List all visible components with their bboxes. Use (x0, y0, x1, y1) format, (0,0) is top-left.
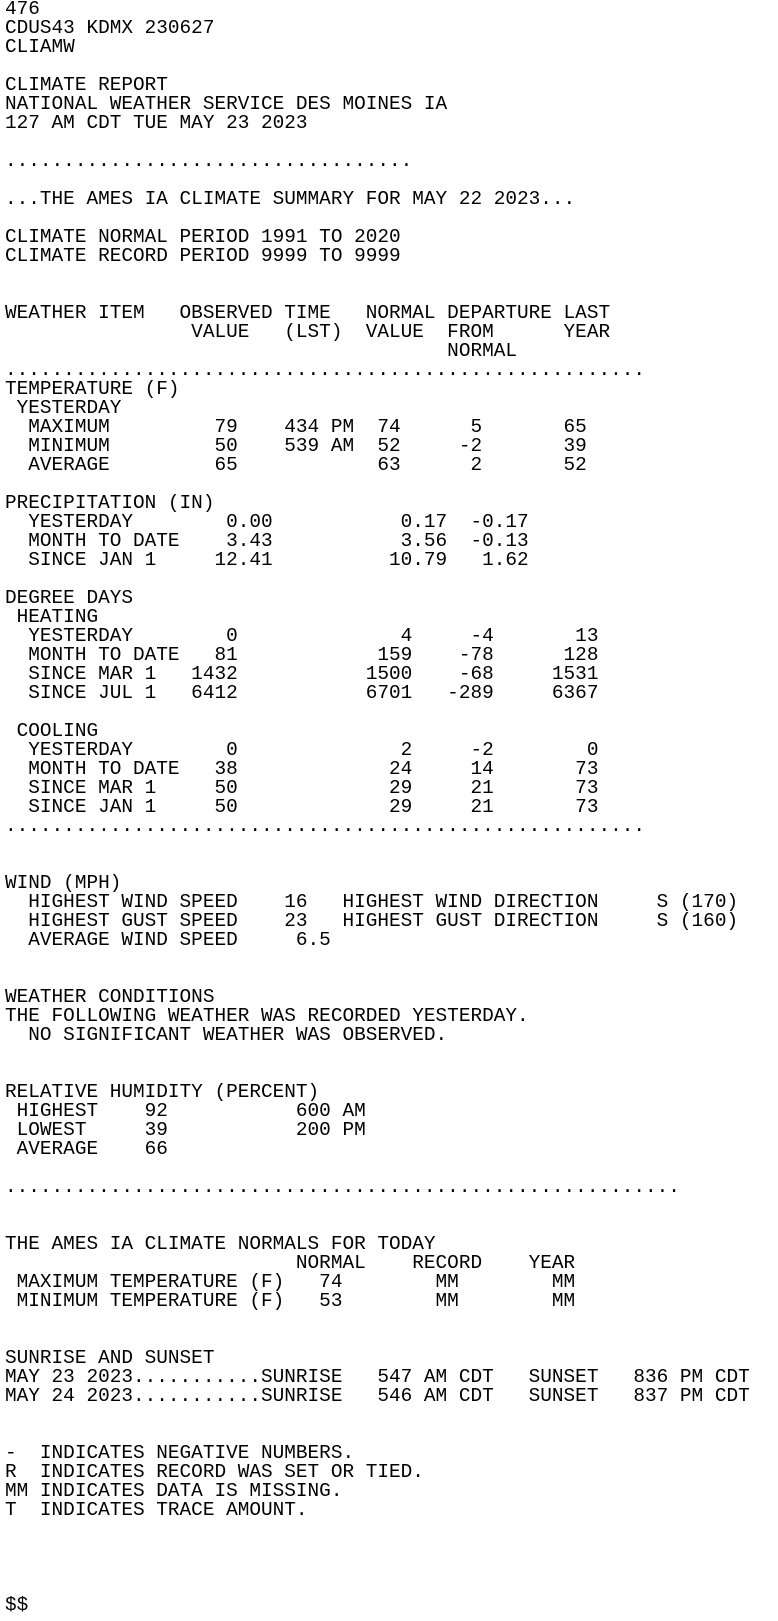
report-line (5, 836, 778, 855)
report-line: YESTERDAY 0.00 0.17 -0.17 (5, 511, 529, 533)
report-line (5, 1045, 778, 1064)
report-line: - INDICATES NEGATIVE NUMBERS. (5, 1442, 355, 1464)
report-line: ................................... (5, 150, 413, 172)
report-line: MONTH TO DATE 3.43 3.56 -0.13 (5, 530, 529, 552)
report-line: ...THE AMES IA CLIMATE SUMMARY FOR MAY 22 2023... (5, 188, 576, 210)
report-line: LOWEST 39 200 PM (5, 1119, 366, 1141)
report-line: MAY 23 2023...........SUNRISE 547 AM CDT SUNSET 836 PM CDT (5, 1366, 750, 1388)
report-line (5, 950, 778, 969)
report-line: DEGREE DAYS (5, 587, 133, 609)
report-line: CLIMATE NORMAL PERIOD 1991 TO 2020 (5, 226, 401, 248)
report-line: NATIONAL WEATHER SERVICE DES MOINES IA (5, 93, 448, 115)
report-line (5, 266, 778, 285)
report-line: AVERAGE 65 63 2 52 (5, 454, 587, 476)
report-line: HIGHEST WIND SPEED 16 HIGHEST WIND DIRECTION S (170) (5, 891, 739, 913)
report-line: YESTERDAY (5, 397, 122, 419)
report-line: CDUS43 KDMX 230627 (5, 17, 215, 39)
report-line: NORMAL RECORD YEAR (5, 1252, 576, 1274)
report-line: HEATING (5, 606, 99, 628)
report-line: SINCE JAN 1 12.41 10.79 1.62 (5, 549, 529, 571)
report-line: ....................................................... (5, 359, 645, 381)
report-line: MINIMUM 50 539 AM 52 -2 39 (5, 435, 587, 457)
report-line: WIND (MPH) (5, 872, 122, 894)
report-line: WEATHER ITEM OBSERVED TIME NORMAL DEPARTURE LAST (5, 302, 611, 324)
report-line: PRECIPITATION (IN) (5, 492, 215, 514)
report-line: SUNRISE AND SUNSET (5, 1347, 215, 1369)
report-line (5, 703, 778, 722)
report-line (5, 1539, 778, 1558)
report-line: CLIMATE RECORD PERIOD 9999 TO 9999 (5, 245, 401, 267)
report-line: VALUE (LST) VALUE FROM YEAR (5, 321, 611, 343)
report-line: MM INDICATES DATA IS MISSING. (5, 1480, 343, 1502)
report-line: COOLING (5, 720, 99, 742)
report-line: R INDICATES RECORD WAS SET OR TIED. (5, 1461, 424, 1483)
report-line: MONTH TO DATE 38 24 14 73 (5, 758, 599, 780)
report-line: WEATHER CONDITIONS (5, 986, 215, 1008)
report-line: CLIMATE REPORT (5, 74, 168, 96)
report-line: SINCE MAR 1 1432 1500 -68 1531 (5, 663, 599, 685)
report-line: .......................................................... (5, 1176, 680, 1198)
report-line: YESTERDAY 0 4 -4 13 (5, 625, 599, 647)
report-line: CLIAMW (5, 36, 75, 58)
report-line: 476 (5, 0, 40, 20)
report-line: TEMPERATURE (F) (5, 378, 180, 400)
report-line: AVERAGE WIND SPEED 6.5 (5, 929, 331, 951)
report-line: MAY 24 2023...........SUNRISE 546 AM CDT SUNSET 837 PM CDT (5, 1385, 750, 1407)
report-line (5, 1406, 778, 1425)
report-line: ....................................................... (5, 815, 645, 837)
report-line: SINCE MAR 1 50 29 21 73 (5, 777, 599, 799)
report-line (5, 1558, 778, 1577)
report-line: AVERAGE 66 (5, 1138, 168, 1160)
report-line (5, 1577, 778, 1596)
report-line: 127 AM CDT TUE MAY 23 2023 (5, 112, 308, 134)
report-line: YESTERDAY 0 2 -2 0 (5, 739, 599, 761)
report-line: SINCE JUL 1 6412 6701 -289 6367 (5, 682, 599, 704)
report-line: MAXIMUM 79 434 PM 74 5 65 (5, 416, 587, 438)
report-line: MONTH TO DATE 81 159 -78 128 (5, 644, 599, 666)
report-line: HIGHEST GUST SPEED 23 HIGHEST GUST DIRECTION S (160) (5, 910, 739, 932)
report-line: SINCE JAN 1 50 29 21 73 (5, 796, 599, 818)
report-line: T INDICATES TRACE AMOUNT. (5, 1499, 308, 1521)
report-line (5, 1311, 778, 1330)
report-line: NORMAL (5, 340, 517, 362)
report-line: $$ (5, 1594, 29, 1616)
report-line: RELATIVE HUMIDITY (PERCENT) (5, 1081, 320, 1103)
report-line (5, 1520, 778, 1539)
report-line: THE AMES IA CLIMATE NORMALS FOR TODAY (5, 1233, 436, 1255)
report-line: HIGHEST 92 600 AM (5, 1100, 366, 1122)
report-line: NO SIGNIFICANT WEATHER WAS OBSERVED. (5, 1024, 448, 1046)
report-line: MAXIMUM TEMPERATURE (F) 74 MM MM (5, 1271, 576, 1293)
report-line: MINIMUM TEMPERATURE (F) 53 MM MM (5, 1290, 576, 1312)
report-line (5, 1197, 778, 1216)
report-line: THE FOLLOWING WEATHER WAS RECORDED YESTERDAY. (5, 1005, 529, 1027)
